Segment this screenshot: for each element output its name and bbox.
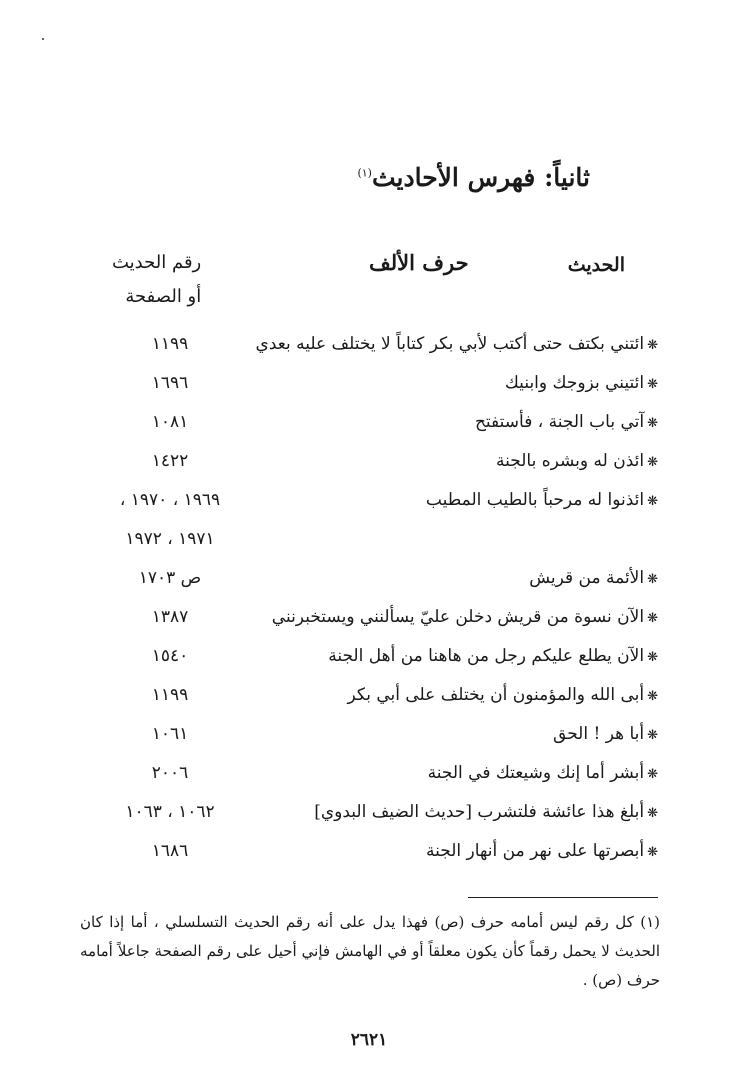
hadith-text: ❋أبلغ هذا عائشة فلتشرب [حديث الضيف البدوي] xyxy=(314,802,658,822)
hadith-text: ❋أبا هر ! الحق xyxy=(553,724,658,744)
hadith-number: ١١٩٩ xyxy=(151,685,189,705)
index-row xyxy=(0,373,738,403)
hadith-number: ١٦٨٦ xyxy=(151,841,189,861)
bullet-icon: ❋ xyxy=(647,377,658,392)
hadith-text: ❋آتي باب الجنة ، فأستفتح xyxy=(474,412,658,432)
page-number: ٢٦٢١ xyxy=(350,1030,388,1050)
index-row xyxy=(0,607,738,637)
hadith-text: ❋ائذنوا له مرحباً بالطيب المطيب xyxy=(425,490,658,510)
bullet-icon: ❋ xyxy=(647,338,658,353)
page-title: ثانياً: فهرس الأحاديث$^{(١)}$ xyxy=(357,163,590,192)
index-row xyxy=(0,646,738,676)
title-footnote-marker: (١) xyxy=(357,166,372,180)
bullet-icon: ❋ xyxy=(647,611,658,626)
bullet-icon: ❋ xyxy=(647,689,658,704)
index-row xyxy=(0,763,738,793)
hadith-number: ١٦٩٦ xyxy=(151,373,189,393)
footnote-divider xyxy=(468,897,658,898)
hadith-number: ١٣٨٧ xyxy=(151,607,189,627)
hadith-number: ١٠٦١ xyxy=(151,724,189,744)
column-header-number-line2: أو الصفحة xyxy=(125,286,202,307)
index-row xyxy=(0,841,738,871)
hadith-text: ❋الآن نسوة من قريش دخلن عليّ يسألنني ويستخبرنني xyxy=(271,607,658,627)
hadith-number: ١٤٢٢ xyxy=(151,451,189,471)
bullet-icon: ❋ xyxy=(647,416,658,431)
bullet-icon: ❋ xyxy=(647,767,658,782)
hadith-number: ١٩٦٩ ، ١٩٧٠ ، xyxy=(119,490,221,510)
hadith-text: ❋أبشر أما إنك وشيعتك في الجنة xyxy=(427,763,658,783)
hadith-text: ❋ائتيني بزوجك وابنيك xyxy=(504,373,658,393)
hadith-number: ص ١٧٠٣ xyxy=(138,568,202,588)
bullet-icon: ❋ xyxy=(647,572,658,587)
hadith-number: ١١٩٩ xyxy=(151,334,189,354)
hadith-number: ١٠٨١ xyxy=(151,412,189,432)
index-row xyxy=(0,490,738,520)
bullet-icon: ❋ xyxy=(647,494,658,509)
hadith-text: ❋أبصرتها على نهر من أنهار الجنة xyxy=(426,841,658,861)
hadith-text: ❋الآن يطلع عليكم رجل من هاهنا من أهل الجنة xyxy=(328,646,658,666)
index-row xyxy=(0,334,738,364)
bullet-icon: ❋ xyxy=(647,845,658,860)
hadith-text: ❋أبى الله والمؤمنون أن يختلف على أبي بكر xyxy=(347,685,658,705)
index-row xyxy=(0,412,738,442)
index-row xyxy=(0,568,738,598)
bullet-icon: ❋ xyxy=(647,806,658,821)
hadith-text: ❋الأئمة من قريش xyxy=(529,568,658,588)
column-header-number xyxy=(112,246,201,314)
index-row-continuation xyxy=(0,529,738,559)
hadith-number: ١٠٦٢ ، ١٠٦٣ xyxy=(125,802,215,822)
hadith-text: ❋ائتني بكتف حتى أكتب لأبي بكر كتاباً لا يختلف عليه بعدي xyxy=(255,334,658,354)
hadith-number: ١٥٤٠ xyxy=(151,646,189,666)
column-header-hadith: الحديث xyxy=(567,254,625,276)
section-letter-heading: حرف الألف xyxy=(369,250,469,275)
index-row xyxy=(0,724,738,754)
index-row xyxy=(0,802,738,832)
hadith-text: ❋ائذن له وبشره بالجنة xyxy=(496,451,658,471)
hadith-number: ١٩٧١ ، ١٩٧٢ xyxy=(125,529,215,549)
page-speck xyxy=(42,38,44,40)
footnote: (١) كل رقم ليس أمامه حرف (ص) فهذا يدل على أنه رقم الحديث التسلسلي ، أما إذا كان الحديث لا يحمل رقماً كأن يكون معلقاً أو في الهامش فإني أحيل على رقم الصفحة جاعلاً أمامه حرف (ص) . xyxy=(80,913,660,989)
hadith-number: ٢٠٠٦ xyxy=(151,763,189,783)
bullet-icon: ❋ xyxy=(647,728,658,743)
bullet-icon: ❋ xyxy=(647,455,658,470)
column-header-number-line1: رقم الحديث xyxy=(112,252,202,273)
index-row xyxy=(0,685,738,715)
bullet-icon: ❋ xyxy=(647,650,658,665)
index-row xyxy=(0,451,738,481)
